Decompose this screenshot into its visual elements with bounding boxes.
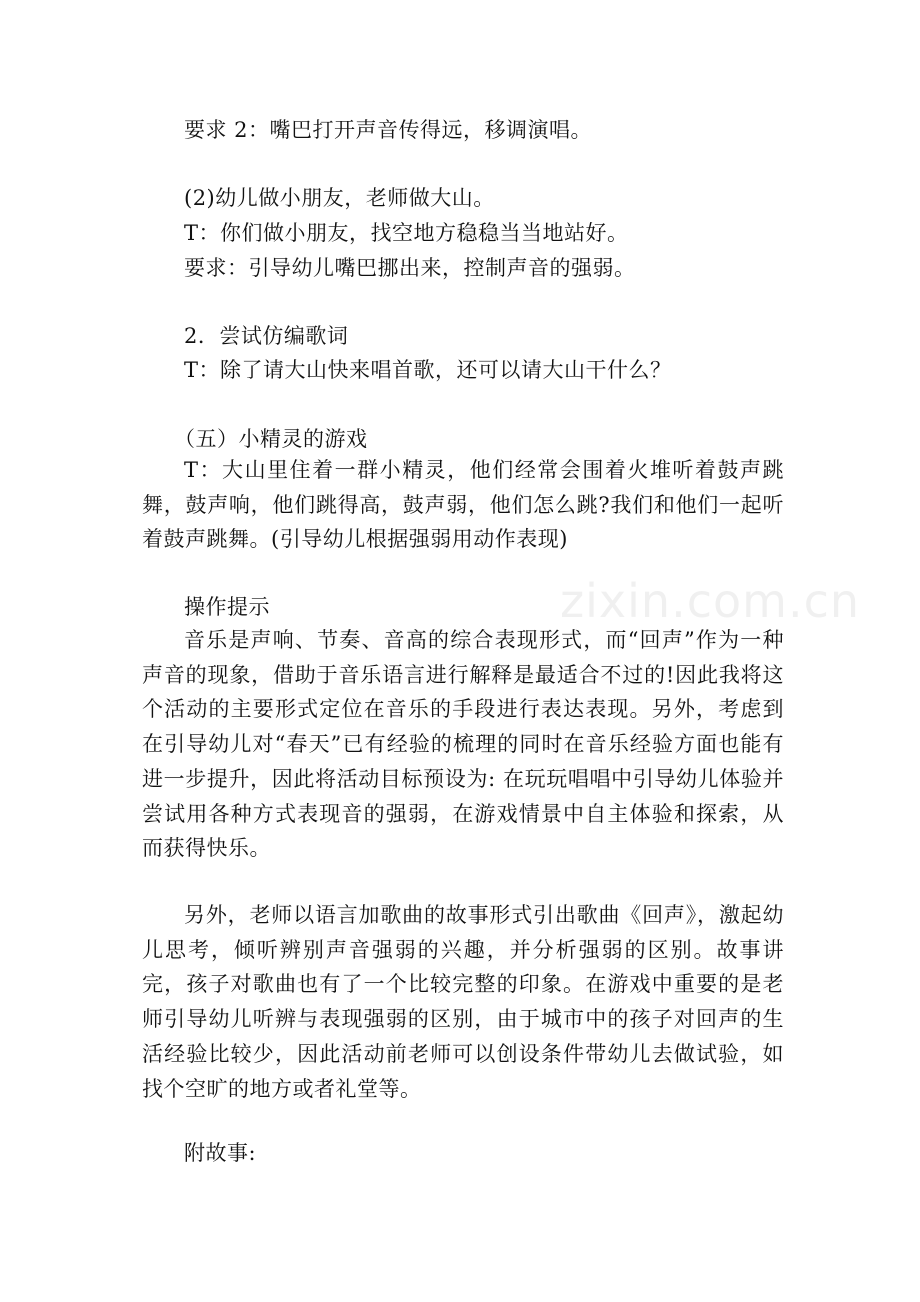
item-2-title: (2)幼儿做小朋友，老师做大山。 bbox=[184, 186, 495, 210]
tips-title: 操作提示 bbox=[184, 595, 270, 619]
section-2-teacher-line: T：除了请大山快来唱首歌，还可以请大山干什么？ bbox=[184, 358, 672, 382]
tips-paragraph: 音乐是声响、节奏、音高的综合表现形式，而“回声”作为一种声音的现象，借助于音乐语言进行解释是最适合不过的!因此我将这个活动的主要形式定位在音乐的手段进行表达表现。另外，考虑到在引导幼儿对“春天”已有经验的梳理的同时在音乐经验方面也能有进一步提升，因此将活动目标预设为: 在玩玩唱唱中引导幼儿体验并尝试用各种方式表现音的强弱，在游戏情景中自主体验和探索，从而获得快乐。 bbox=[142, 628, 784, 861]
requirement-2: 要求 2：嘴巴打开声音传得远，移调演唱。 bbox=[184, 118, 593, 142]
other-paragraph: 另外，老师以语言加歌曲的故事形式引出歌曲《回声》，激起幼儿思考，倾听辨别声音强弱的兴趣，并分析强弱的区别。故事讲完，孩子对歌曲也有了一个比较完整的印象。在游戏中重要的是老师引导幼儿听辨与表现强弱的区别，由于城市中的孩子对回声的生活经验比较少，因此活动前老师可以创设条件带幼儿去做试验，如找个空旷的地方或者礼堂等。 bbox=[142, 903, 784, 1101]
item-2-teacher-line: T：你们做小朋友，找空地方稳稳当当地站好。 bbox=[184, 221, 629, 245]
watermark: zixin.com.cn bbox=[560, 574, 861, 628]
appendix-label: 附故事: bbox=[184, 1141, 257, 1165]
section-5-title: （五）小精灵的游戏 bbox=[174, 427, 368, 451]
section-5-paragraph: T：大山里住着一群小精灵，他们经常会围着火堆听着鼓声跳舞，鼓声响，他们跳得高，鼓声弱，他们怎么跳?我们和他们一起听着鼓声跳舞。(引导幼儿根据强弱用动作表现) bbox=[142, 458, 784, 552]
section-2-title: 2．尝试仿编歌词 bbox=[184, 324, 349, 348]
item-2-requirement: 要求：引导幼儿嘴巴挪出来，控制声音的强弱。 bbox=[184, 256, 636, 280]
